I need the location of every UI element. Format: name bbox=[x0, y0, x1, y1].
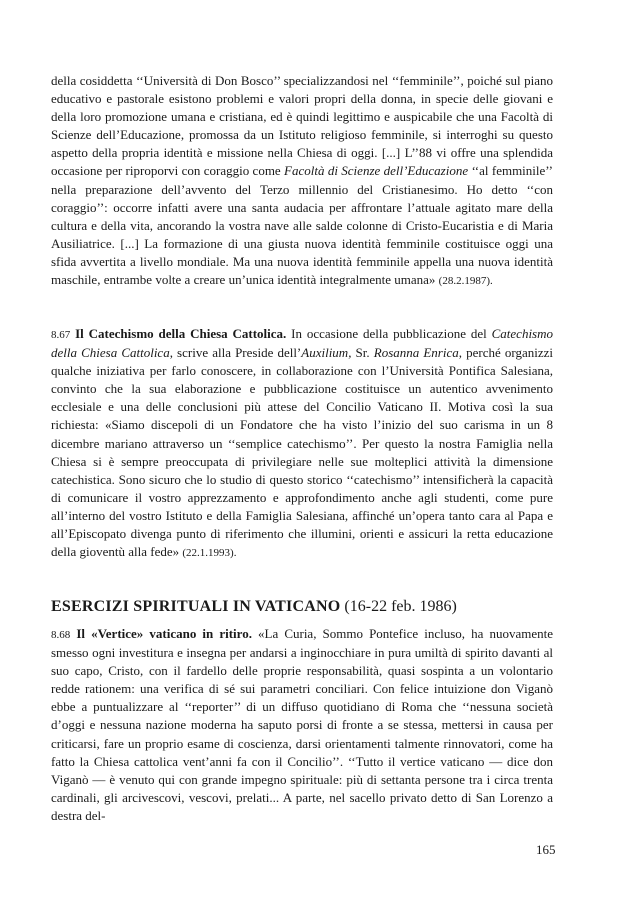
section-heading-title: ESERCIZI SPIRITUALI IN VATICANO bbox=[51, 598, 341, 615]
page-number: 165 bbox=[536, 842, 556, 857]
paragraph-text-segment: , perché organizzi qualche iniziativa per farlo conoscere, in collaborazione con l’Università Pontifica Salesiana, convinto che la sua elaborazione e pubblicazione costituisce un autentico avvenimento ecclesiale e una delle conclusioni più attese del Concilio Vaticano II. Motiva così la sua richiesta: «Siamo discepoli di un Fondatore che ha visto l’inizio del suo carisma in un 8 dicembre mariano attraverso un ‘‘semplice catechismo’’. Per questo la nostra Famiglia nella Chiesa si è sempre preoccupata di privilegiare nelle sue molteplici attività la dimensione catechistica. Sono sicuro che lo studio di questo storico ‘‘catechismo’’ intensificherà la capacità di comunicare il vostro apprezzamento e approfondimento anche agli studenti, come pure all’interno del vostro Istituto e della Famiglia Salesiana, affinché un’opera tanto cara al Papa e all’Episcopato divenga punto di riferimento che illumini, orienti e assicuri la retta educazione della gioventù alla fede» bbox=[51, 345, 553, 560]
paragraph-8-68 bbox=[51, 625, 553, 825]
paragraph-text bbox=[51, 72, 553, 290]
paragraph-title: Il Catechismo della Chiesa Cattolica. bbox=[75, 326, 287, 341]
citation-date: (22.1.1993). bbox=[182, 547, 237, 560]
paragraph-continuation bbox=[51, 72, 553, 290]
paragraph-8-67 bbox=[51, 325, 553, 562]
citation-date: (28.2.1987). bbox=[438, 275, 493, 288]
paragraph-text-segment: «La Curia, Sommo Pontefice incluso, ha nuovamente smesso ogni investitura e insegna per andarsi a inginocchiare in pura umiltà di spirito davanti al suo capo, Cristo, con il fardello delle proprie responsabilità, quasi sospinta a un volontario redde rationem: una verifica di sé sui parametri conciliari. Con felice intuizione don Viganò ebbe a puntualizzare al ‘‘reporter’’ di un diffuso quotidiano di Roma che ‘‘nessuna società d’oggi e nessuna nazione moderna ha saputo porsi di fronte a se stessa, mettersi in causa per criticarsi, fare un proprio esame di coscienza, darsi orientamenti talmente rinnovatori, come ha fatto la Chiesa cattolica vent’anni fa con il Concilio’’. ‘‘Tutto il vertice vaticano — dice don Viganò — è venuto qui con grande impegno spirituale: più di settanta persone tra i circa trenta cardinali, gli arcivescovi, vescovi, prelati... A parte, nel sacello privato detto di San Lorenzo a destra del- bbox=[51, 626, 554, 823]
paragraph-text-segment: In occasione della pubblicazione del bbox=[286, 326, 492, 341]
paragraph-number: 8.68 bbox=[51, 629, 71, 641]
paragraph-title: Il «Vertice» vaticano in ritiro. bbox=[76, 626, 252, 641]
paragraph-number: 8.67 bbox=[51, 329, 71, 341]
paragraph-text bbox=[51, 325, 553, 562]
paragraph-text bbox=[51, 625, 553, 825]
section-heading bbox=[51, 597, 561, 617]
paragraph-text-segment: Sr. bbox=[351, 345, 374, 361]
italic-title: Catechismo della Chiesa Cattolica bbox=[51, 326, 554, 361]
paragraph-text-segment: ‘‘al femminile’’ nella preparazione dell’avvento del Terzo millennio del Cristianesimo. Ho detto ‘‘con coraggio’’: occorre infatti avere una santa audacia per affrontare l’attuale agitato mare della cultura e della vita, ancorando la vostra nave alle salde colonne di Cristo-Eucaristia e di Maria Ausiliatrice. [...] La formazione di una giusta nuova identità femminile costituisce oggi una sfida avvertita a livello mondiale. Ma una nuova identità femminile appella una nuova identità maschile, entrambe volte a creare un’unica identità integralmente umana» bbox=[51, 163, 553, 288]
section-heading-dates: (16-22 feb. 1986) bbox=[340, 598, 457, 615]
italic-title: Facoltà di Scienze dell’Educazione bbox=[284, 163, 469, 179]
paragraph-text-segment: della cosiddetta ‘‘Università di Don Bosco’’ specializzandosi nel ‘‘femminile’’, poiché sul piano educativo e pastorale esistono problemi e valori propri della donna, in specie delle giovani e della loro promozione umana e cristiana, ed è quindi legittimo e auspicabile che una Facoltà di Scienze dell’Educazione, promossa da un Istituto religioso femminile, si interroghi su questo aspetto della propria identità e missione nella Chiesa di oggi. [...] L’’88 vi offre una splendida occasione per riproporvi con coraggio come bbox=[51, 73, 553, 179]
paragraph-text-segment: , scrive alla Preside dell’ bbox=[169, 345, 302, 361]
italic-name: Rosanna Enrica bbox=[373, 345, 459, 361]
italic-name: Auxilium, bbox=[301, 345, 352, 361]
